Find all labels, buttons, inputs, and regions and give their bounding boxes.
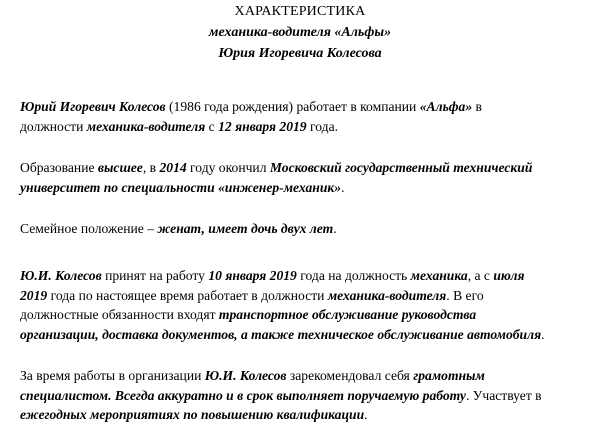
plain-text: . (541, 326, 545, 342)
plain-text: с (205, 118, 219, 134)
emphasized-text: Ю.И. Колесов (204, 368, 287, 383)
paragraph-line (20, 305, 590, 325)
plain-text: . Участвует в (465, 387, 542, 403)
paragraph-line (20, 286, 590, 306)
emphasized-text: 2019 (20, 287, 48, 303)
emphasized-text: 10 января 2019 (208, 268, 297, 283)
emphasized-text: июля (493, 268, 525, 283)
plain-text: году окончил (186, 160, 270, 175)
plain-text: должностные обязанности входят (20, 307, 219, 322)
plain-text: . (364, 407, 368, 422)
paragraph-evaluation (20, 366, 590, 425)
plain-text: , в (142, 160, 160, 175)
paragraph-education (20, 158, 590, 197)
emphasized-text: Московский государственный технический (269, 160, 533, 175)
paragraph-line (20, 266, 590, 286)
plain-text: . (333, 221, 337, 236)
paragraph-line (20, 219, 590, 239)
paragraph-line (20, 178, 590, 198)
paragraph-employment (20, 97, 590, 136)
paragraph-line (20, 117, 590, 137)
paragraph-line (20, 325, 590, 345)
emphasized-text: «Альфа» (419, 99, 473, 114)
plain-text: За время работы в организации (20, 368, 205, 383)
emphasized-text: грамотным (413, 368, 485, 383)
emphasized-text: высшее (97, 160, 143, 175)
paragraph-line (20, 97, 590, 117)
emphasized-text: транспортное обслуживание руководства (218, 307, 477, 322)
emphasized-text: организации, доставка документов, а также техническое обслуживание автомобиля (20, 326, 542, 342)
emphasized-text: Юрий Игоревич Колесов (20, 99, 166, 114)
emphasized-text: Ю.И. Колесов (20, 268, 102, 283)
plain-text: . (341, 179, 345, 195)
document-title: ХАРАКТЕРИСТИКА (234, 4, 366, 19)
plain-text: года. (306, 118, 338, 134)
paragraph-duties (20, 266, 590, 344)
plain-text: , а с (467, 268, 494, 283)
plain-text: . В его (446, 287, 484, 303)
plain-text: года по настоящее время работает в должности (47, 287, 328, 303)
emphasized-text: университет по специальности «инженер-механик» (20, 179, 342, 195)
paragraph-family-status (20, 219, 590, 239)
emphasized-text: механика (410, 268, 468, 283)
document-subtitle-position: механика-водителя «Альфы» (208, 25, 392, 40)
emphasized-text: ежегодных мероприятиях по повышению квалификации (20, 407, 365, 422)
document-subtitle-person: Юрия Игоревича Колесова (218, 46, 382, 61)
emphasized-text: 12 января 2019 (218, 118, 307, 134)
emphasized-text: женат, имеет дочь двух лет (157, 221, 334, 236)
plain-text: зарекомендовал себя (286, 368, 414, 383)
plain-text: (1986 года рождения) работает в компании (165, 99, 420, 114)
plain-text: Семейное положение – (20, 221, 158, 236)
plain-text: года на должность (296, 268, 411, 283)
emphasized-text: механика-водителя (327, 287, 447, 303)
plain-text: Образование (20, 160, 98, 175)
emphasized-text: механика-водителя (86, 118, 206, 134)
emphasized-text: 2014 (159, 160, 187, 175)
plain-text: в (472, 99, 482, 114)
paragraph-line (20, 366, 590, 386)
paragraph-line (20, 386, 590, 406)
plain-text: должности (20, 118, 87, 134)
paragraph-line (20, 158, 590, 178)
emphasized-text: специалистом. Всегда аккуратно и в срок выполняет поручаемую работу (20, 387, 466, 403)
plain-text: принят на работу (101, 268, 209, 283)
